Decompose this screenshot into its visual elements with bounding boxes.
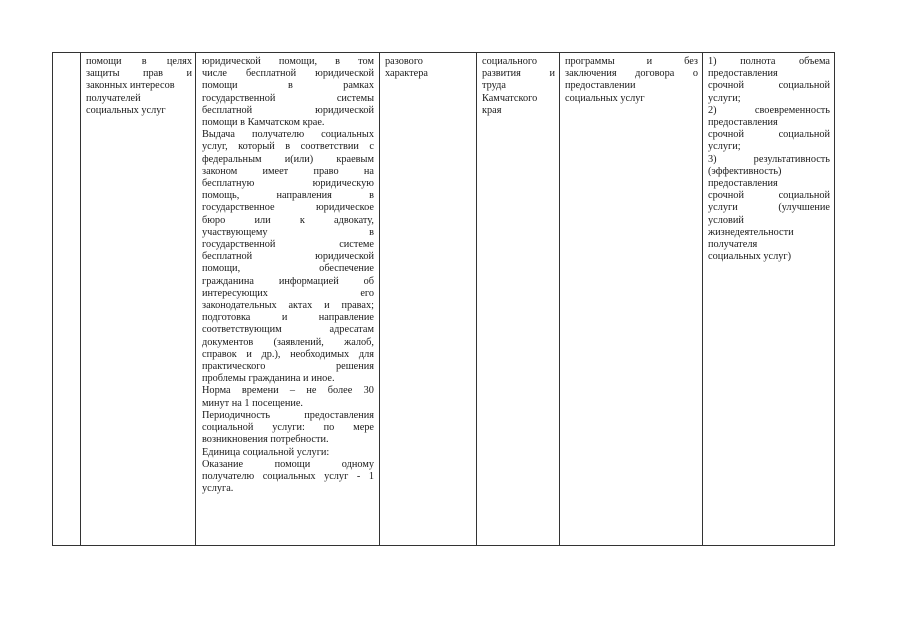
text-line: услуги; (708, 141, 741, 153)
word: социальной (778, 129, 830, 141)
text-line (565, 68, 698, 80)
word: законом (202, 165, 238, 177)
word: государственное (202, 202, 275, 214)
text-line (202, 141, 374, 153)
word: без (684, 56, 698, 67)
word: к (299, 214, 305, 226)
word: интересующих (202, 287, 268, 299)
word: в (335, 56, 341, 67)
text-line (708, 202, 830, 214)
word: имеет (262, 165, 289, 177)
text-line (202, 166, 374, 178)
word: прав (142, 68, 164, 80)
text-line (708, 154, 830, 166)
text-line: Единица социальной услуги: (202, 446, 330, 458)
text-line: предоставлении (565, 80, 636, 92)
word: целях (166, 56, 192, 67)
word: подготовка (202, 312, 251, 324)
word: законодательных (202, 300, 277, 312)
text-line (202, 385, 374, 397)
text-line: минут на 1 посещение. (202, 397, 303, 409)
text-line (202, 215, 374, 227)
word: том (358, 56, 374, 67)
word: полнота (740, 56, 776, 67)
text-line (202, 202, 374, 214)
text-line (708, 80, 830, 92)
word: и (281, 312, 288, 324)
text-line: получателя (708, 239, 758, 251)
text-line: условий (708, 214, 744, 226)
text-line (202, 361, 374, 373)
word: защиты (86, 68, 120, 80)
word: срочной (708, 129, 744, 141)
text-line: услуги; (708, 92, 741, 104)
text-line (86, 56, 192, 68)
text-line (202, 471, 374, 483)
column-divider (379, 52, 380, 546)
text-line: социальных услуг (565, 92, 645, 104)
text-line (202, 251, 374, 263)
text-line: Камчатского (482, 92, 538, 104)
text-line (202, 105, 374, 117)
word: 1) (708, 56, 717, 67)
word: помощи (86, 56, 122, 67)
word: бюро (202, 214, 226, 226)
word: своевременность (754, 104, 830, 116)
word: адресатам (329, 324, 374, 336)
word: актах (288, 300, 313, 312)
text-line (202, 337, 374, 349)
word: обеспечение (319, 263, 374, 275)
text-line: края (482, 104, 502, 116)
cell-quality-indicators (708, 56, 830, 263)
text-line (482, 68, 555, 80)
word: бесплатной (246, 68, 297, 80)
word: юридическую (312, 178, 374, 190)
word: рамках (343, 80, 374, 92)
word: соответствующим (202, 324, 282, 336)
word: объема (798, 56, 830, 67)
word: социальной (202, 422, 254, 434)
text-line (202, 349, 374, 361)
text-line: социальных услуг) (708, 251, 792, 263)
word: 30 (363, 385, 374, 397)
word: или (254, 214, 271, 226)
word: социальной (778, 80, 830, 92)
word: гражданина (202, 275, 254, 287)
word: др.), (261, 348, 281, 360)
word: бесплатную (202, 178, 255, 190)
column-divider (476, 52, 477, 546)
text-line (708, 56, 830, 68)
word: программы (565, 56, 615, 67)
word: практического (202, 361, 266, 373)
text-line (202, 263, 374, 275)
table-border-top (52, 52, 835, 53)
word: 3) (708, 153, 717, 165)
word: бесплатной (202, 251, 253, 263)
text-line (708, 105, 830, 117)
word: срочной (708, 80, 744, 92)
column-divider (559, 52, 560, 546)
word: и (646, 56, 653, 67)
word: в (369, 190, 374, 202)
word: в (285, 141, 291, 153)
word: для (358, 348, 374, 360)
word: бесплатной (202, 104, 253, 116)
text-line (202, 239, 374, 251)
word: участвующему (202, 226, 268, 238)
text-line: социальных услуг (86, 104, 166, 116)
text-line: предоставления (708, 117, 778, 129)
text-line: труда (482, 80, 506, 92)
word: договора (635, 68, 675, 80)
word: 2) (708, 104, 717, 116)
text-line (202, 56, 374, 68)
word: помощи, (202, 263, 241, 275)
word: в (287, 80, 293, 92)
first-column-empty (52, 52, 78, 546)
text-line: услуга. (202, 483, 234, 495)
word: более (327, 385, 353, 397)
word: адвокату, (334, 214, 374, 226)
word: услуг (324, 470, 349, 482)
text-line (708, 190, 830, 202)
word: федеральным (202, 153, 262, 165)
word: социальной (778, 190, 830, 202)
column-divider (702, 52, 703, 546)
cell-service-purpose (86, 56, 192, 117)
word: предоставления (304, 409, 374, 421)
word: государственной (202, 239, 276, 251)
word: который (238, 141, 275, 153)
word: необходимых (290, 348, 350, 360)
cell-provider-authority (482, 56, 555, 117)
word: социальных (321, 129, 374, 141)
word: услуги (708, 202, 738, 214)
text-line: получателей (86, 92, 141, 104)
word: его (360, 287, 374, 299)
word: получателю (202, 470, 255, 482)
word: социальных (262, 470, 316, 482)
word: юридической (315, 251, 374, 263)
text-line: характера (385, 68, 428, 80)
text-line: предоставления (708, 68, 778, 80)
word: юридической (315, 104, 374, 116)
table-border-right (834, 52, 835, 546)
word: жалоб, (344, 336, 374, 348)
word: государственной (202, 92, 276, 104)
word: Выдача (202, 129, 235, 141)
text-line: социального (482, 56, 538, 67)
text-line: возникновения потребности. (202, 434, 329, 446)
word: в (141, 56, 147, 67)
word: и (549, 68, 555, 80)
cell-service-description (202, 56, 374, 495)
word: направление (318, 312, 374, 324)
text-line: предоставления (708, 178, 778, 190)
word: системы (336, 92, 374, 104)
text-line (202, 80, 374, 92)
word: не (306, 385, 317, 397)
text-line (202, 178, 374, 190)
word: по (323, 422, 335, 434)
word: и (246, 348, 252, 360)
word: информацией (278, 275, 339, 287)
text-line (708, 129, 830, 141)
text-line (202, 276, 374, 288)
word: и(или) (284, 153, 314, 165)
text-line (202, 410, 374, 422)
word: юридическое (315, 202, 374, 214)
text-line (86, 68, 192, 80)
word: заключения (565, 68, 617, 80)
text-line (202, 300, 374, 312)
text-line (202, 227, 374, 239)
text-line (202, 422, 374, 434)
word: результативность (753, 153, 830, 165)
text-line (202, 68, 374, 80)
word: системе (339, 239, 374, 251)
word: услуги: (272, 422, 305, 434)
word: о (692, 68, 698, 80)
word: услуг, (202, 141, 228, 153)
word: (улучшение (778, 202, 830, 214)
services-table (52, 52, 835, 546)
text-line: (эффективность) (708, 165, 782, 177)
word: помощь, (202, 190, 240, 202)
word: и (186, 68, 192, 80)
word: получателю (251, 129, 305, 141)
word: Периодичность (202, 409, 271, 421)
text-line (202, 312, 374, 324)
word: одному (341, 458, 374, 470)
word: направления (276, 190, 332, 202)
word: помощи, (278, 56, 318, 67)
word: документов (202, 336, 254, 348)
text-line: законных интересов (86, 80, 175, 92)
word: 1 (368, 470, 374, 482)
word: решения (336, 361, 374, 373)
word: краевым (336, 153, 374, 165)
word: срочной (708, 190, 744, 202)
word: об (363, 275, 374, 287)
text-line: проблемы гражданина и иное. (202, 373, 335, 385)
text-line (202, 93, 374, 105)
word: юридической (315, 68, 374, 80)
word: право (313, 165, 339, 177)
table-border-bottom (52, 545, 835, 546)
word: числе (202, 68, 227, 80)
word: на (363, 165, 374, 177)
word: (заявлений, (273, 336, 324, 348)
cell-service-frequency (385, 56, 473, 80)
word: Норма (202, 385, 231, 397)
word: справок (202, 348, 237, 360)
text-line (202, 324, 374, 336)
word: мере (353, 422, 374, 434)
column-divider (195, 52, 196, 546)
text-line (202, 129, 374, 141)
text-line (202, 154, 374, 166)
word: помощи (274, 458, 311, 470)
text-line: жизнедеятельности (708, 226, 794, 238)
word: и (324, 300, 330, 312)
word: – (289, 385, 296, 397)
text-line (202, 459, 374, 471)
text-line (202, 288, 374, 300)
word: юридической (202, 56, 261, 67)
text-line (565, 56, 698, 68)
word: соответствии (300, 141, 359, 153)
cell-service-conditions (565, 56, 698, 105)
word: с (369, 141, 374, 153)
text-line (202, 190, 374, 202)
column-divider (80, 52, 81, 546)
word: времени (241, 385, 279, 397)
word: развития (482, 68, 521, 80)
text-line: разового (385, 56, 423, 67)
word: правах; (341, 300, 374, 312)
word: Оказание (202, 458, 244, 470)
word: помощи (202, 80, 238, 92)
word: - (356, 470, 361, 482)
text-line: помощи в Камчатском крае. (202, 117, 325, 129)
word: в (369, 226, 374, 238)
table-border-left (52, 52, 53, 546)
